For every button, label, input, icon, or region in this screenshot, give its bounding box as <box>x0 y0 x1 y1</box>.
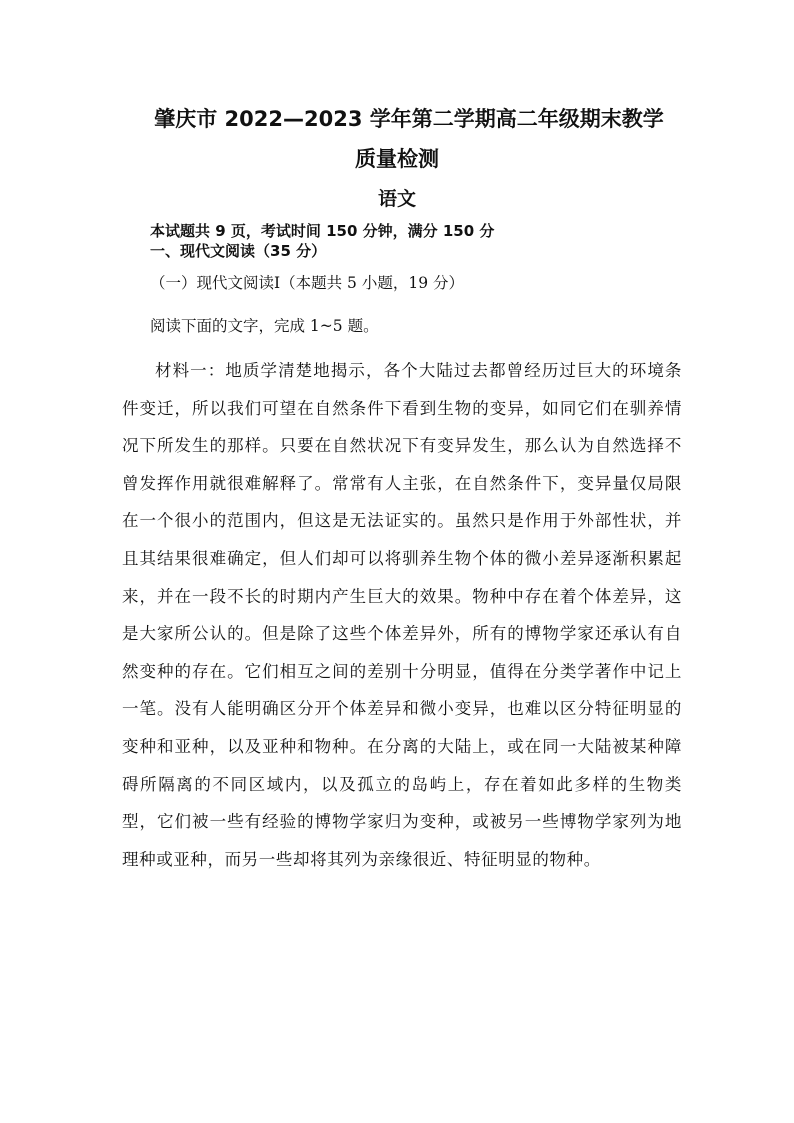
exam-info: 本试题共 9 页，考试时间 150 分钟，满分 150 分 <box>150 222 495 240</box>
material-one-paragraph: 材料一：地质学清楚地揭示，各个大陆过去都曾经历过巨大的环境条件变迁，所以我们可望在自然条件下看到生物的变异，如同它们在驯养情况下所发生的那样。只要在自然状况下有变异发生，那么认为自然选择不曾发挥作用就很难解释了。常常有人主张，在自然条件下，变异量仅局限在一个很小的范围内，但这是无法证实的。虽然只是作用于外部性状，并且其结果很难确定，但人们却可以将驯养生物个体的微小差异逐渐积累起来，并在一段不长的时期内产生巨大的效果。物种中存在着个体差异，这是大家所公认的。但是除了这些个体差异外，所有的博物学家还承认有自然变种的存在。它们相互之间的差别十分明显，值得在分类学著作中记上一笔。没有人能明确区分开个体差异和微小变异，也难以区分特征明显的变种和亚种，以及亚种和物种。在分离的大陆上，或在同一大陆被某种障碍所隔离的不同区域内，以及孤立的岛屿上，存在着如此多样的生物类型，它们被一些有经验的博物学家归为变种，或被另一些博物学家列为地理种或亚种，而另一些却将其列为亲缘很近、特征明显的物种。 <box>122 361 682 869</box>
reading-instruction: 阅读下面的文字，完成 1~5 题。 <box>150 317 379 335</box>
section-heading: （一）现代文阅读Ⅰ（本题共 5 小题，19 分） <box>150 274 464 292</box>
subject-heading: 语文 <box>377 188 416 210</box>
exam-title-line2: 质量检测 <box>355 147 439 171</box>
exam-title-line1: 肇庆市 2022—2023 学年第二学期高二年级期末教学 <box>154 107 664 131</box>
part-heading: 一、现代文阅读（35 分） <box>150 242 327 260</box>
